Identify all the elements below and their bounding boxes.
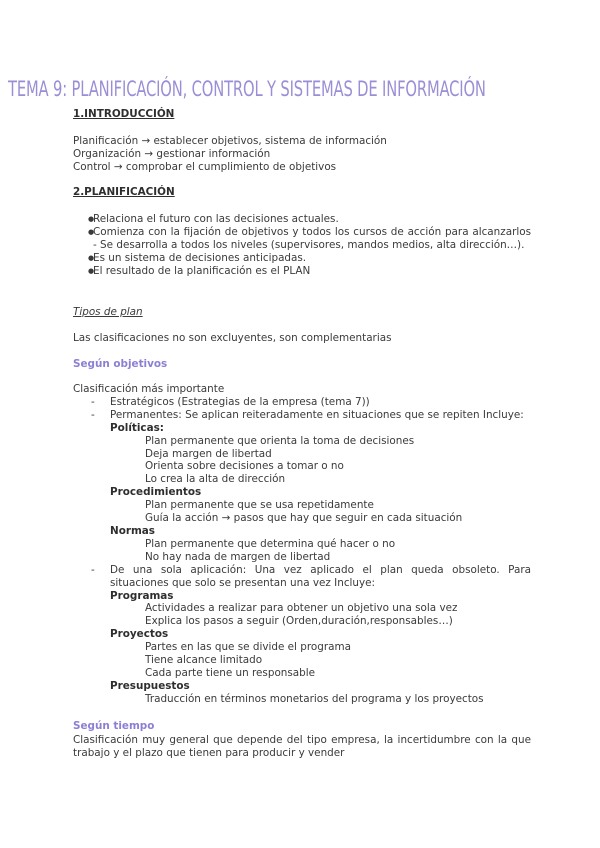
list-item: Explica los pasos a seguir (Orden,duración,responsables…) xyxy=(145,615,453,628)
list-item: Actividades a realizar para obtener un objetivo una sola vez xyxy=(145,602,458,615)
list-item: - Permanentes: Se aplican reiteradamente en situaciones que se repiten Incluye: xyxy=(73,409,531,422)
list-item: ● Es un sistema de decisiones anticipadas. xyxy=(73,252,531,265)
segun-objetivos-content xyxy=(73,383,531,706)
section-heading-introduccion: 1.INTRODUCCIÓN xyxy=(73,108,175,120)
list-item: ● Comienza con la fijación de objetivos y todos los cursos de acción para alcanzarlos - Se desarrolla a todos los niveles (supervisores, mandos medios, alta dirección…). xyxy=(73,226,531,252)
list-item: Orienta sobre decisiones a tomar o no xyxy=(145,460,344,473)
section-planificacion xyxy=(73,186,531,199)
list-item: Deja margen de libertad xyxy=(145,447,272,460)
tipos-de-plan-text: Las clasificaciones no son excluyentes, son complementarias xyxy=(73,332,392,344)
list-item: Plan permanente que determina qué hacer o no xyxy=(145,537,396,550)
intro-line: Control → comprobar el cumplimiento de objetivos xyxy=(73,160,337,173)
list-item: ● El resultado de la planificación es el PLAN xyxy=(73,265,531,278)
list-item: Partes en las que se divide el programa xyxy=(145,641,351,654)
subheading-segun-objetivos: Según objetivos xyxy=(73,358,168,370)
list-item: Guía la acción → pasos que hay que seguir en cada situación xyxy=(145,512,463,525)
page-title: TEMA 9: PLANIFICACIÓN, CONTROL Y SISTEMAS DE INFORMACIÓN xyxy=(8,77,486,101)
section-heading-planificacion: 2.PLANIFICACIÓN xyxy=(73,186,175,198)
intro-lines xyxy=(73,135,531,174)
list-item: Lo crea la alta de dirección xyxy=(145,473,286,486)
normas-label: Normas xyxy=(110,524,155,537)
list-item: - Estratégicos (Estrategias de la empresa (tema 7)) xyxy=(73,396,531,409)
presupuestos-label: Presupuestos xyxy=(110,679,190,692)
section-introduccion xyxy=(73,108,531,121)
proyectos-label: Proyectos xyxy=(110,628,169,641)
intro-line: Planificación → establecer objetivos, sistema de información xyxy=(73,135,387,147)
list-item: - De una sola aplicación: Una vez aplicado el plan queda obsoleto. Para situaciones que solo se presentan una vez Incluye: xyxy=(73,564,531,590)
list-item: ● Relaciona el futuro con las decisiones actuales. xyxy=(73,213,531,226)
segun-objetivos-intro: Clasificación más importante xyxy=(73,383,225,395)
list-item: Tiene alcance limitado xyxy=(145,654,263,667)
segun-tiempo-text: Clasificación muy general que depende del tipo empresa, la incertidumbre con la que trabajo y el plazo que tienen para producir y vender xyxy=(73,734,531,759)
list-item: Traducción en términos monetarios del programa y los proyectos xyxy=(145,692,484,705)
planificacion-bullet-list xyxy=(73,213,531,278)
procedimientos-label: Procedimientos xyxy=(110,486,202,499)
intro-line: Organización → gestionar información xyxy=(73,147,271,160)
list-item: Cada parte tiene un responsable xyxy=(145,666,316,679)
tipos-de-plan-label: Tipos de plan xyxy=(73,306,143,318)
list-item: No hay nada de margen de libertad xyxy=(145,550,331,563)
politicas-label: Políticas: xyxy=(110,421,164,434)
subheading-segun-tiempo: Según tiempo xyxy=(73,720,155,732)
list-item: Plan permanente que orienta la toma de decisiones xyxy=(145,434,415,447)
programas-label: Programas xyxy=(110,589,174,602)
list-item: Plan permanente que se usa repetidamente xyxy=(145,499,374,512)
